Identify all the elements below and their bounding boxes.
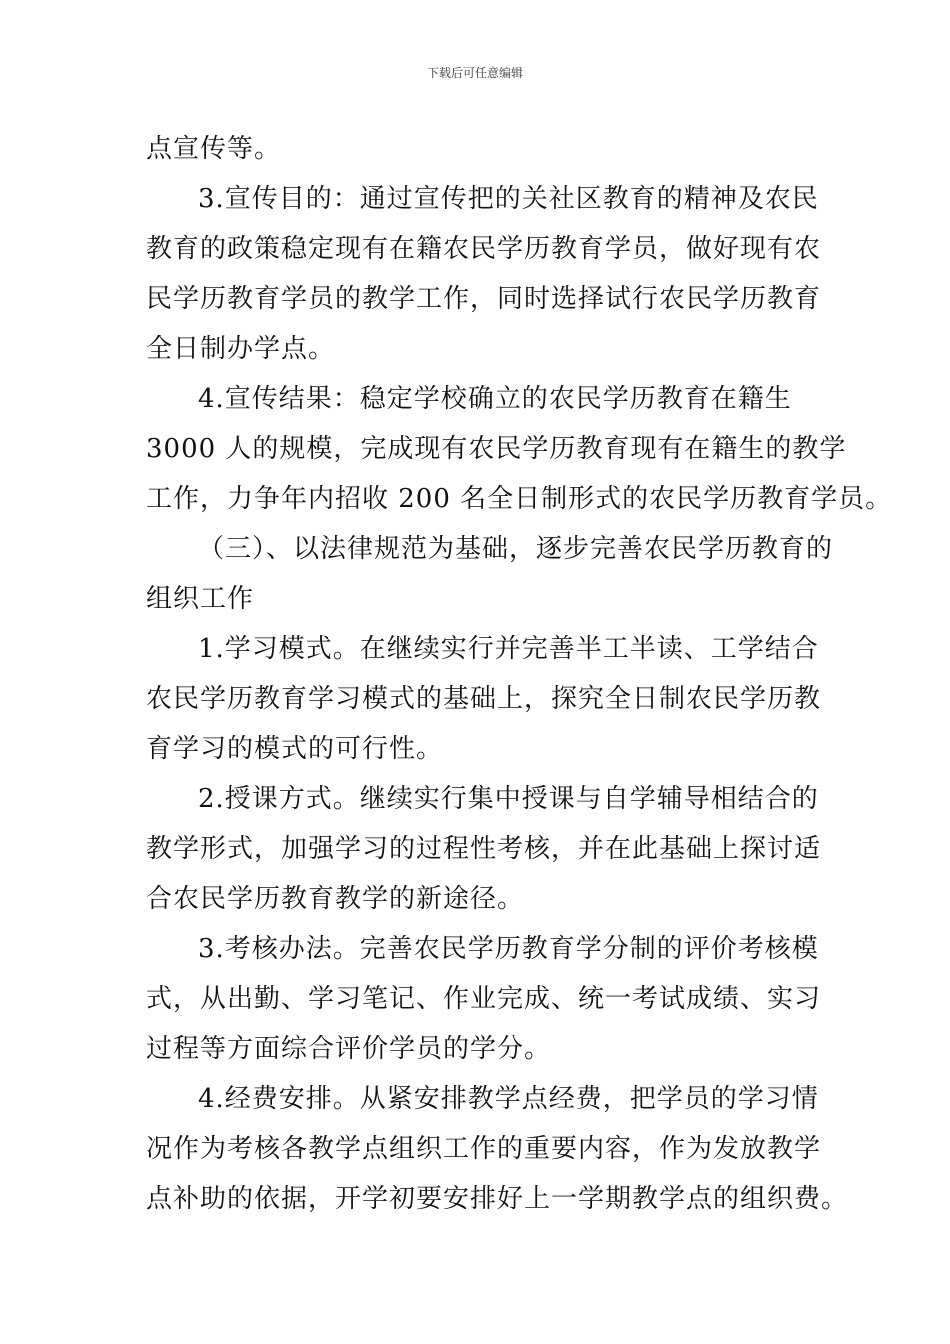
paragraph — [146, 624, 822, 774]
paragraph — [146, 774, 822, 924]
text-line: 教育的政策稳定现有在籍农民学历教育学员，做好现有农 — [146, 234, 822, 264]
text-line: 式，从出勤、学习笔记、作业完成、统一考试成绩、实习 — [146, 984, 822, 1014]
text-line: 合农民学历教育教学的新途径。 — [146, 884, 525, 914]
text-line: 3000 人的规模，完成现有农民学历教育现有在籍生的教学 — [146, 434, 847, 464]
page-header: 下载后可任意编辑 — [426, 66, 523, 80]
text-line: 农民学历教育学习模式的基础上，探究全日制农民学历教 — [146, 684, 822, 714]
section-heading — [146, 524, 834, 624]
text-line: 2.授课方式。继续实行集中授课与自学辅导相结合的 — [198, 784, 819, 814]
paragraph — [146, 924, 822, 1074]
document-body — [146, 124, 893, 1224]
text-line: 教学形式，加强学习的过程性考核，并在此基础上探讨适 — [146, 834, 822, 864]
text-line: 工作，力争年内招收 200 名全日制形式的农民学历教育学员。 — [146, 484, 893, 514]
paragraph — [146, 1074, 849, 1224]
text-line: 1.学习模式。在继续实行并完善半工半读、工学结合 — [198, 634, 819, 664]
paragraph — [146, 174, 822, 374]
text-line: 4.经费安排。从紧安排教学点经费，把学员的学习情 — [198, 1084, 819, 1114]
text-line: 点宣传等。 — [146, 134, 282, 164]
text-line: 4.宣传结果：稳定学校确立的农民学历教育在籍生 — [198, 384, 792, 414]
text-line: 过程等方面综合评价学员的学分。 — [146, 1034, 552, 1064]
text-line: 育学习的模式的可行性。 — [146, 734, 444, 764]
text-line: 3.考核办法。完善农民学历教育学分制的评价考核模 — [198, 934, 819, 964]
text-line: （三）、以法律规范为基础，逐步完善农民学历教育的 — [198, 534, 834, 564]
text-line: 全日制办学点。 — [146, 334, 336, 364]
text-line: 况作为考核各教学点组织工作的重要内容，作为发放教学 — [146, 1134, 822, 1164]
text-line: 点补助的依据，开学初要安排好上一学期教学点的组织费。 — [146, 1184, 849, 1214]
text-line: 3.宣传目的：通过宣传把的关社区教育的精神及农民 — [198, 184, 819, 214]
text-line: 民学历教育学员的教学工作，同时选择试行农民学历教育 — [146, 284, 822, 314]
paragraph — [146, 374, 893, 524]
text-line: 组织工作 — [146, 584, 255, 614]
paragraph — [146, 124, 806, 174]
